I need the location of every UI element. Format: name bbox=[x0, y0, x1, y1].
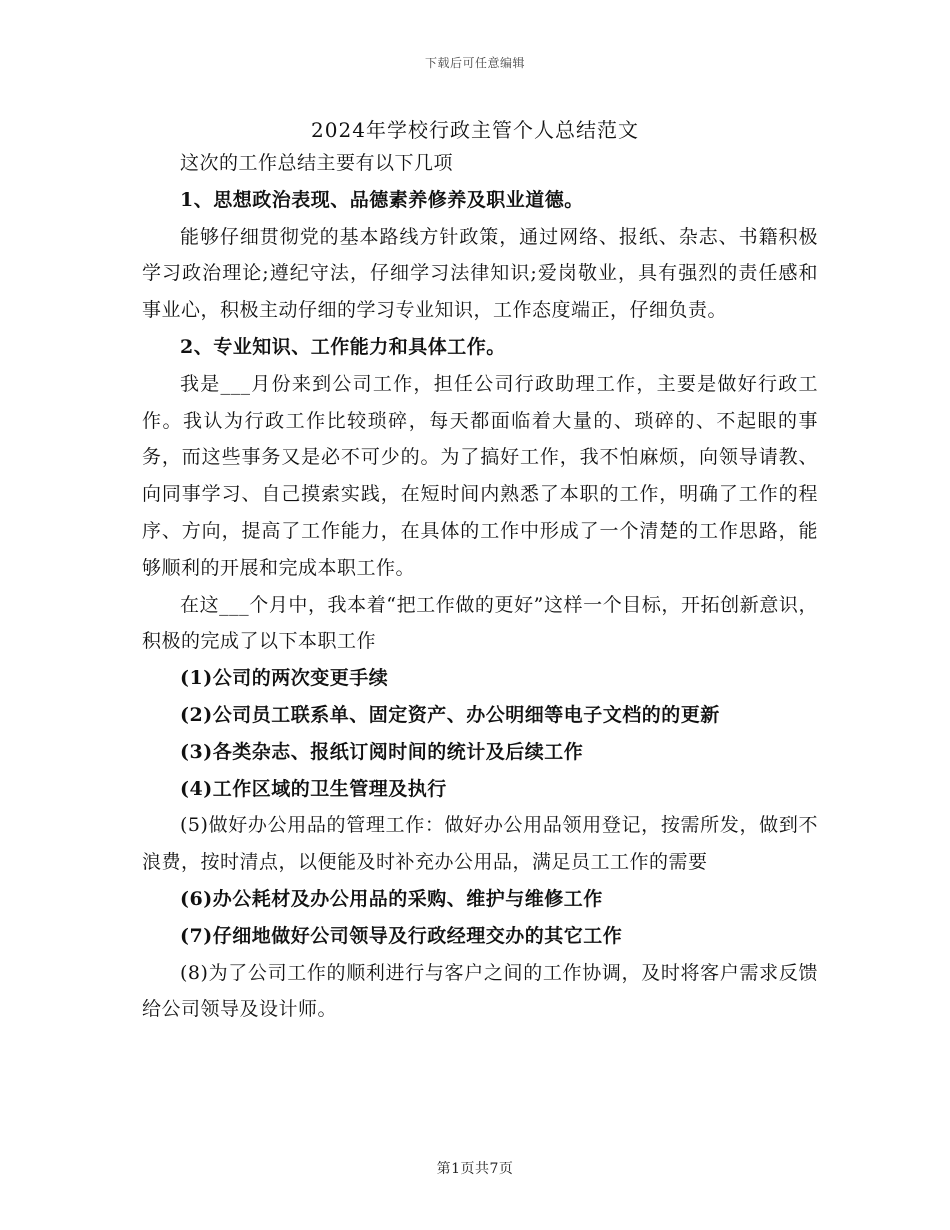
document-title: 2024年学校行政主管个人总结范文 bbox=[311, 118, 639, 142]
list-item-4: (4)工作区域的卫生管理及执行 bbox=[180, 777, 447, 800]
header-note: 下载后可任意编辑 bbox=[424, 56, 525, 70]
document-body bbox=[142, 145, 818, 1028]
list-item-3: (3)各类杂志、报纸订阅时间的统计及后续工作 bbox=[180, 740, 584, 763]
section-2-paragraph-2: 在这___个月中，我本着“把工作做的更好”这样一个目标，开拓创新意识，积极的完成了以下本职工作 bbox=[142, 593, 818, 653]
list-item-7: (7)仔细地做好公司领导及行政经理交办的其它工作 bbox=[180, 924, 623, 947]
intro-paragraph: 这次的工作总结主要有以下几项 bbox=[180, 152, 454, 174]
section-1-paragraph: 能够仔细贯彻党的基本路线方针政策，通过网络、报纸、杂志、书籍积极学习政治理论;遵纪守法，仔细学习法律知识;爱岗敬业，具有强烈的责任感和事业心，积极主动仔细的学习专业知识，工作态度端正，仔细负责。 bbox=[142, 225, 818, 322]
list-item-6: (6)办公耗材及办公用品的采购、维护与维修工作 bbox=[180, 887, 603, 910]
list-item-1: (1)公司的两次变更手续 bbox=[180, 667, 389, 690]
section-1-heading: 1、思想政治表现、品德素养修养及职业道德。 bbox=[180, 188, 584, 211]
section-2-paragraph-1: 我是___月份来到公司工作，担任公司行政助理工作，主要是做好行政工作。我认为行政工作比较琐碎，每天都面临着大量的、琐碎的、不起眼的事务，而这些事务又是必不可少的。为了搞好工作，我不怕麻烦，向领导请教、向同事学习、自己摸索实践，在短时间内熟悉了本职的工作，明确了工作的程序、方向，提高了工作能力，在具体的工作中形成了一个清楚的工作思路，能够顺利的开展和完成本职工作。 bbox=[142, 372, 818, 579]
section-2-heading: 2、专业知识、工作能力和具体工作。 bbox=[180, 335, 506, 358]
list-item-8: (8)为了公司工作的顺利进行与客户之间的工作协调，及时将客户需求反馈给公司领导及设计师。 bbox=[142, 961, 818, 1021]
page-number: 第1页共7页 bbox=[436, 1161, 514, 1177]
list-item-5: (5)做好办公用品的管理工作：做好办公用品领用登记，按需所发，做到不浪费，按时清点，以便能及时补充办公用品，满足员工工作的需要 bbox=[142, 814, 818, 874]
list-item-2: (2)公司员工联系单、固定资产、办公明细等电子文档的的更新 bbox=[180, 703, 720, 726]
